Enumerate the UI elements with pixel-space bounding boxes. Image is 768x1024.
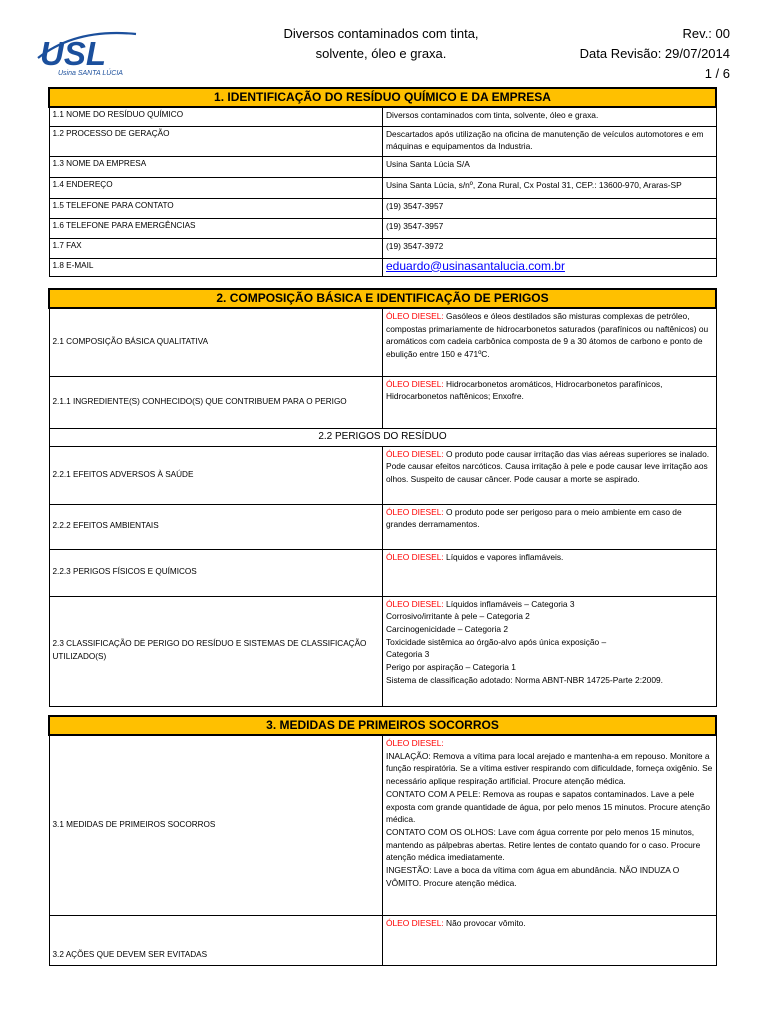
product-name: ÓLEO DIESEL: <box>386 311 444 321</box>
row-value <box>383 549 717 596</box>
revision-info <box>580 24 730 84</box>
section-title: 2. COMPOSIÇÃO BÁSICA E IDENTIFICAÇÃO DE PERIGOS <box>49 289 716 308</box>
company-logo <box>36 28 141 78</box>
row-text: Gasóleos e óleos destilados são misturas complexas de petróleo, compostas primariamente de hidrocarbonetos saturados (parafínicos ou naftênicos) ou aromáticos com cadeia carbônica composta de 9 a 30 átomos de carbono e ponto de ebulição entre 150 e 471ºC. <box>386 311 709 360</box>
row-label: 1.6 TELEFONE PARA EMERGÊNCIAS <box>49 218 383 238</box>
product-name: ÓLEO DIESEL: <box>386 378 444 389</box>
document-title <box>250 24 512 64</box>
document-title-line1: Diversos contaminados com tinta, <box>283 26 479 41</box>
row-label: 3.2 AÇÕES QUE DEVEM SER EVITADAS <box>49 915 383 965</box>
row-text: Líquidos e vapores inflamáveis. <box>446 551 564 562</box>
row-value: (19) 3547-3957 <box>383 198 717 218</box>
row-value <box>383 446 717 504</box>
section-title: 1. IDENTIFICAÇÃO DO RESÍDUO QUÍMICO E DA EMPRESA <box>49 88 716 107</box>
row-label: 2.1 COMPOSIÇÃO BÁSICA QUALITATIVA <box>49 308 383 376</box>
row-label: 1.8 E-MAIL <box>49 258 383 276</box>
row-text: INALAÇÃO: Remova a vítima para local arejado e mantenha-a em repouso. Monitore a função respiratória. Se a vítima estiver respirando com dificuldade, forneça oxigênio. Se necessário aplique respiração artificial. Procure atenção médica. CONTATO COM A PELE: Remova as roupas e sapatos contaminados. Lave a pele exposta com grande quantidade de água, por pelo menos 15 minutos. Procure atenção médica. CONTATO COM OS OLHOS: Lave com água corrente por pelo menos 15 minutos, mantendo as pálpebras abertas. Retire lentes de contato quando for o caso. Procure atenção médica imediatamente. INGESTÃO: Lave a boca da vítima com água em abundância. NÃO INDUZA O VÔMITO. Procure atenção médica. <box>386 750 713 888</box>
logo-text: USL <box>40 35 106 72</box>
product-name: ÓLEO DIESEL: <box>386 917 444 928</box>
subsection-title: 2.2 PERIGOS DO RESÍDUO <box>49 428 716 446</box>
section-identification <box>48 87 717 277</box>
row-label: 1.7 FAX <box>49 238 383 258</box>
row-label: 2.2.3 PERIGOS FÍSICOS E QUÍMICOS <box>49 549 383 596</box>
row-value <box>383 308 717 376</box>
logo-subtitle: Usina SANTA LÚCIA <box>58 70 123 77</box>
row-label: 1.3 NOME DA EMPRESA <box>49 156 383 177</box>
row-label: 2.3 CLASSIFICAÇÃO DE PERIGO DO RESÍDUO E SISTEMAS DE CLASSIFICAÇÃO UTILIZADO(S) <box>49 596 383 706</box>
product-name: ÓLEO DIESEL: <box>386 448 444 459</box>
page-number: 1 / 6 <box>704 66 730 81</box>
row-label: 2.1.1 INGREDIENTE(S) CONHECIDO(S) QUE CONTRIBUEM PARA O PERIGO <box>49 376 383 428</box>
section-composition-hazards <box>48 288 717 707</box>
row-text: O produto pode ser perigoso para o meio ambiente em caso de grandes derramamentos. <box>386 506 682 530</box>
row-label: 1.5 TELEFONE PARA CONTATO <box>49 198 383 218</box>
row-value: Descartados após utilização na oficina de manutenção de veículos automotores e em máquinas e equipamentos da Industria. <box>383 126 717 156</box>
revision-date: Data Revisão: 29/07/2014 <box>579 46 730 61</box>
row-text: Líquidos inflamáveis – Categoria 3 Corrosivo/irritante à pele – Categoria 2 Carcinogenicidade – Categoria 2 Toxicidade sistêmica ao órgão-alvo após única exposição – Categoria 3 Perigo por aspiração – Categoria 1 Sistema de classificação adotado: Norma ABNT-NBR 14725-Parte 2:2009. <box>386 598 663 685</box>
section-title: 3. MEDIDAS DE PRIMEIROS SOCORROS <box>49 716 716 735</box>
row-text: Não provocar vômito. <box>446 917 526 928</box>
row-value <box>383 735 717 915</box>
row-label: 3.1 MEDIDAS DE PRIMEIROS SOCORROS <box>49 735 383 915</box>
row-value: (19) 3547-3972 <box>383 238 717 258</box>
row-label: 1.1 NOME DO RESÍDUO QUÍMICO <box>49 107 383 126</box>
row-label: 1.4 ENDEREÇO <box>49 177 383 198</box>
row-text: Hidrocarbonetos aromáticos, Hidrocarbonetos parafínicos, Hidrocarbonetos naftênicos; Enxofre. <box>386 378 663 402</box>
document-title-line2: solvente, óleo e graxa. <box>315 46 447 61</box>
product-name: ÓLEO DIESEL: <box>386 738 444 748</box>
row-value: Diversos contaminados com tinta, solvente, óleo e graxa. <box>383 107 717 126</box>
row-text: O produto pode causar irritação das vias aéreas superiores se inalado. Pode causar efeitos narcóticos. Causa irritação à pele e pode causar leve irritação aos olhos. Suspeito de causar câncer. Pode causar a morte se aspirado. <box>386 448 710 484</box>
product-name: ÓLEO DIESEL: <box>386 506 444 517</box>
email-cell <box>383 258 717 276</box>
document-header <box>0 0 768 86</box>
row-label: 2.2.1 EFEITOS ADVERSOS À SAÚDE <box>49 446 383 504</box>
row-value <box>383 376 717 428</box>
row-value: Usina Santa Lúcia, s/nº, Zona Rural, Cx Postal 31, CEP.: 13600-970, Araras-SP <box>383 177 717 198</box>
product-name: ÓLEO DIESEL: <box>386 598 444 609</box>
row-label: 2.2.2 EFEITOS AMBIENTAIS <box>49 504 383 549</box>
email-link[interactable]: eduardo@usinasantalucia.com.br <box>386 258 565 273</box>
row-value: (19) 3547-3957 <box>383 218 717 238</box>
row-value <box>383 596 717 706</box>
row-value <box>383 504 717 549</box>
section-first-aid <box>48 715 717 966</box>
row-value: Usina Santa Lúcia S/A <box>383 156 717 177</box>
product-name: ÓLEO DIESEL: <box>386 551 444 562</box>
row-label: 1.2 PROCESSO DE GERAÇÃO <box>49 126 383 156</box>
row-value <box>383 915 717 965</box>
revision-number: Rev.: 00 <box>682 26 730 41</box>
